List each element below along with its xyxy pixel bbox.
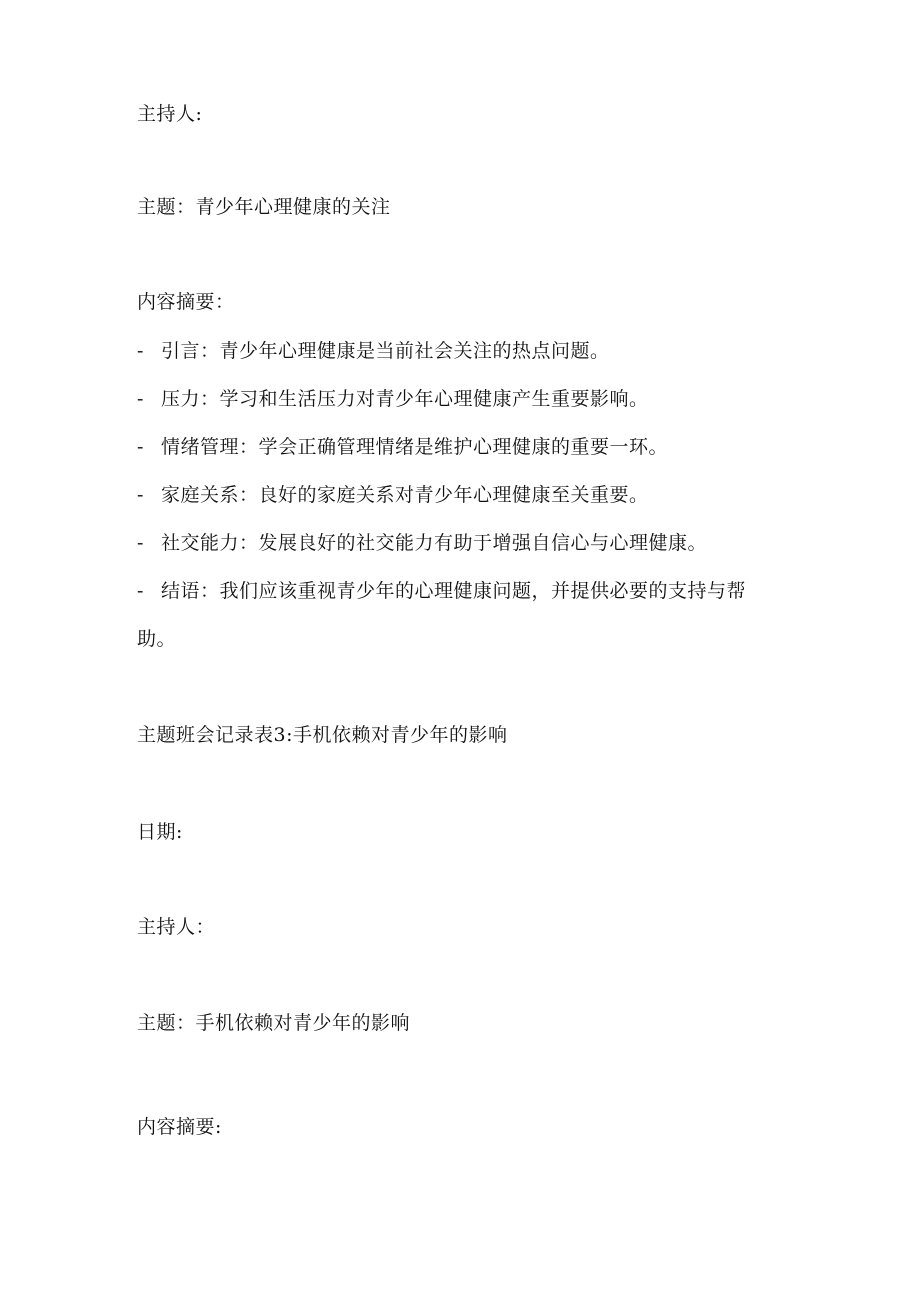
summary-item-intro (137, 338, 610, 364)
topic-line-1: 主题：青少年心理健康的关注 (137, 196, 391, 218)
dash-marker: - (137, 580, 144, 602)
host-label-2: 主持人： (137, 916, 216, 938)
dash-marker: - (137, 532, 144, 554)
summary-item-conclusion (137, 578, 746, 604)
dash-marker: - (137, 388, 144, 410)
summary-item-family (137, 482, 649, 508)
summary-item-text: 社交能力：发展良好的社交能力有助于增强自信心与心理健康。 (161, 532, 708, 554)
host-label-1: 主持人: (137, 103, 203, 125)
summary-item-text: 情绪管理：学会正确管理情绪是维护心理健康的重要一环。 (161, 436, 669, 458)
topic-line-2: 主题：手机依赖对青少年的影响 (137, 1012, 411, 1034)
summary-item-text: 结语：我们应该重视青少年的心理健康问题，并提供必要的支持与帮 (161, 580, 747, 602)
summary-item-text: 家庭关系：良好的家庭关系对青少年心理健康至关重要。 (161, 484, 649, 506)
dash-marker: - (137, 484, 144, 506)
dash-marker: - (137, 436, 144, 458)
record-heading: 主题班会记录表3:手机依赖对青少年的影响 (137, 724, 508, 746)
summary-item-text: 引言：青少年心理健康是当前社会关注的热点问题。 (161, 340, 610, 362)
dash-marker: - (137, 340, 144, 362)
summary-item-emotion (137, 434, 668, 460)
summary-item-conclusion-continuation: 助。 (137, 628, 177, 650)
date-label: 日期: (137, 821, 183, 843)
summary-label-2: 内容摘要: (137, 1116, 222, 1138)
summary-item-pressure (137, 386, 649, 412)
summary-label-1: 内容摘要： (137, 291, 235, 313)
summary-item-text: 压力：学习和生活压力对青少年心理健康产生重要影响。 (161, 388, 649, 410)
summary-item-social (137, 530, 707, 556)
